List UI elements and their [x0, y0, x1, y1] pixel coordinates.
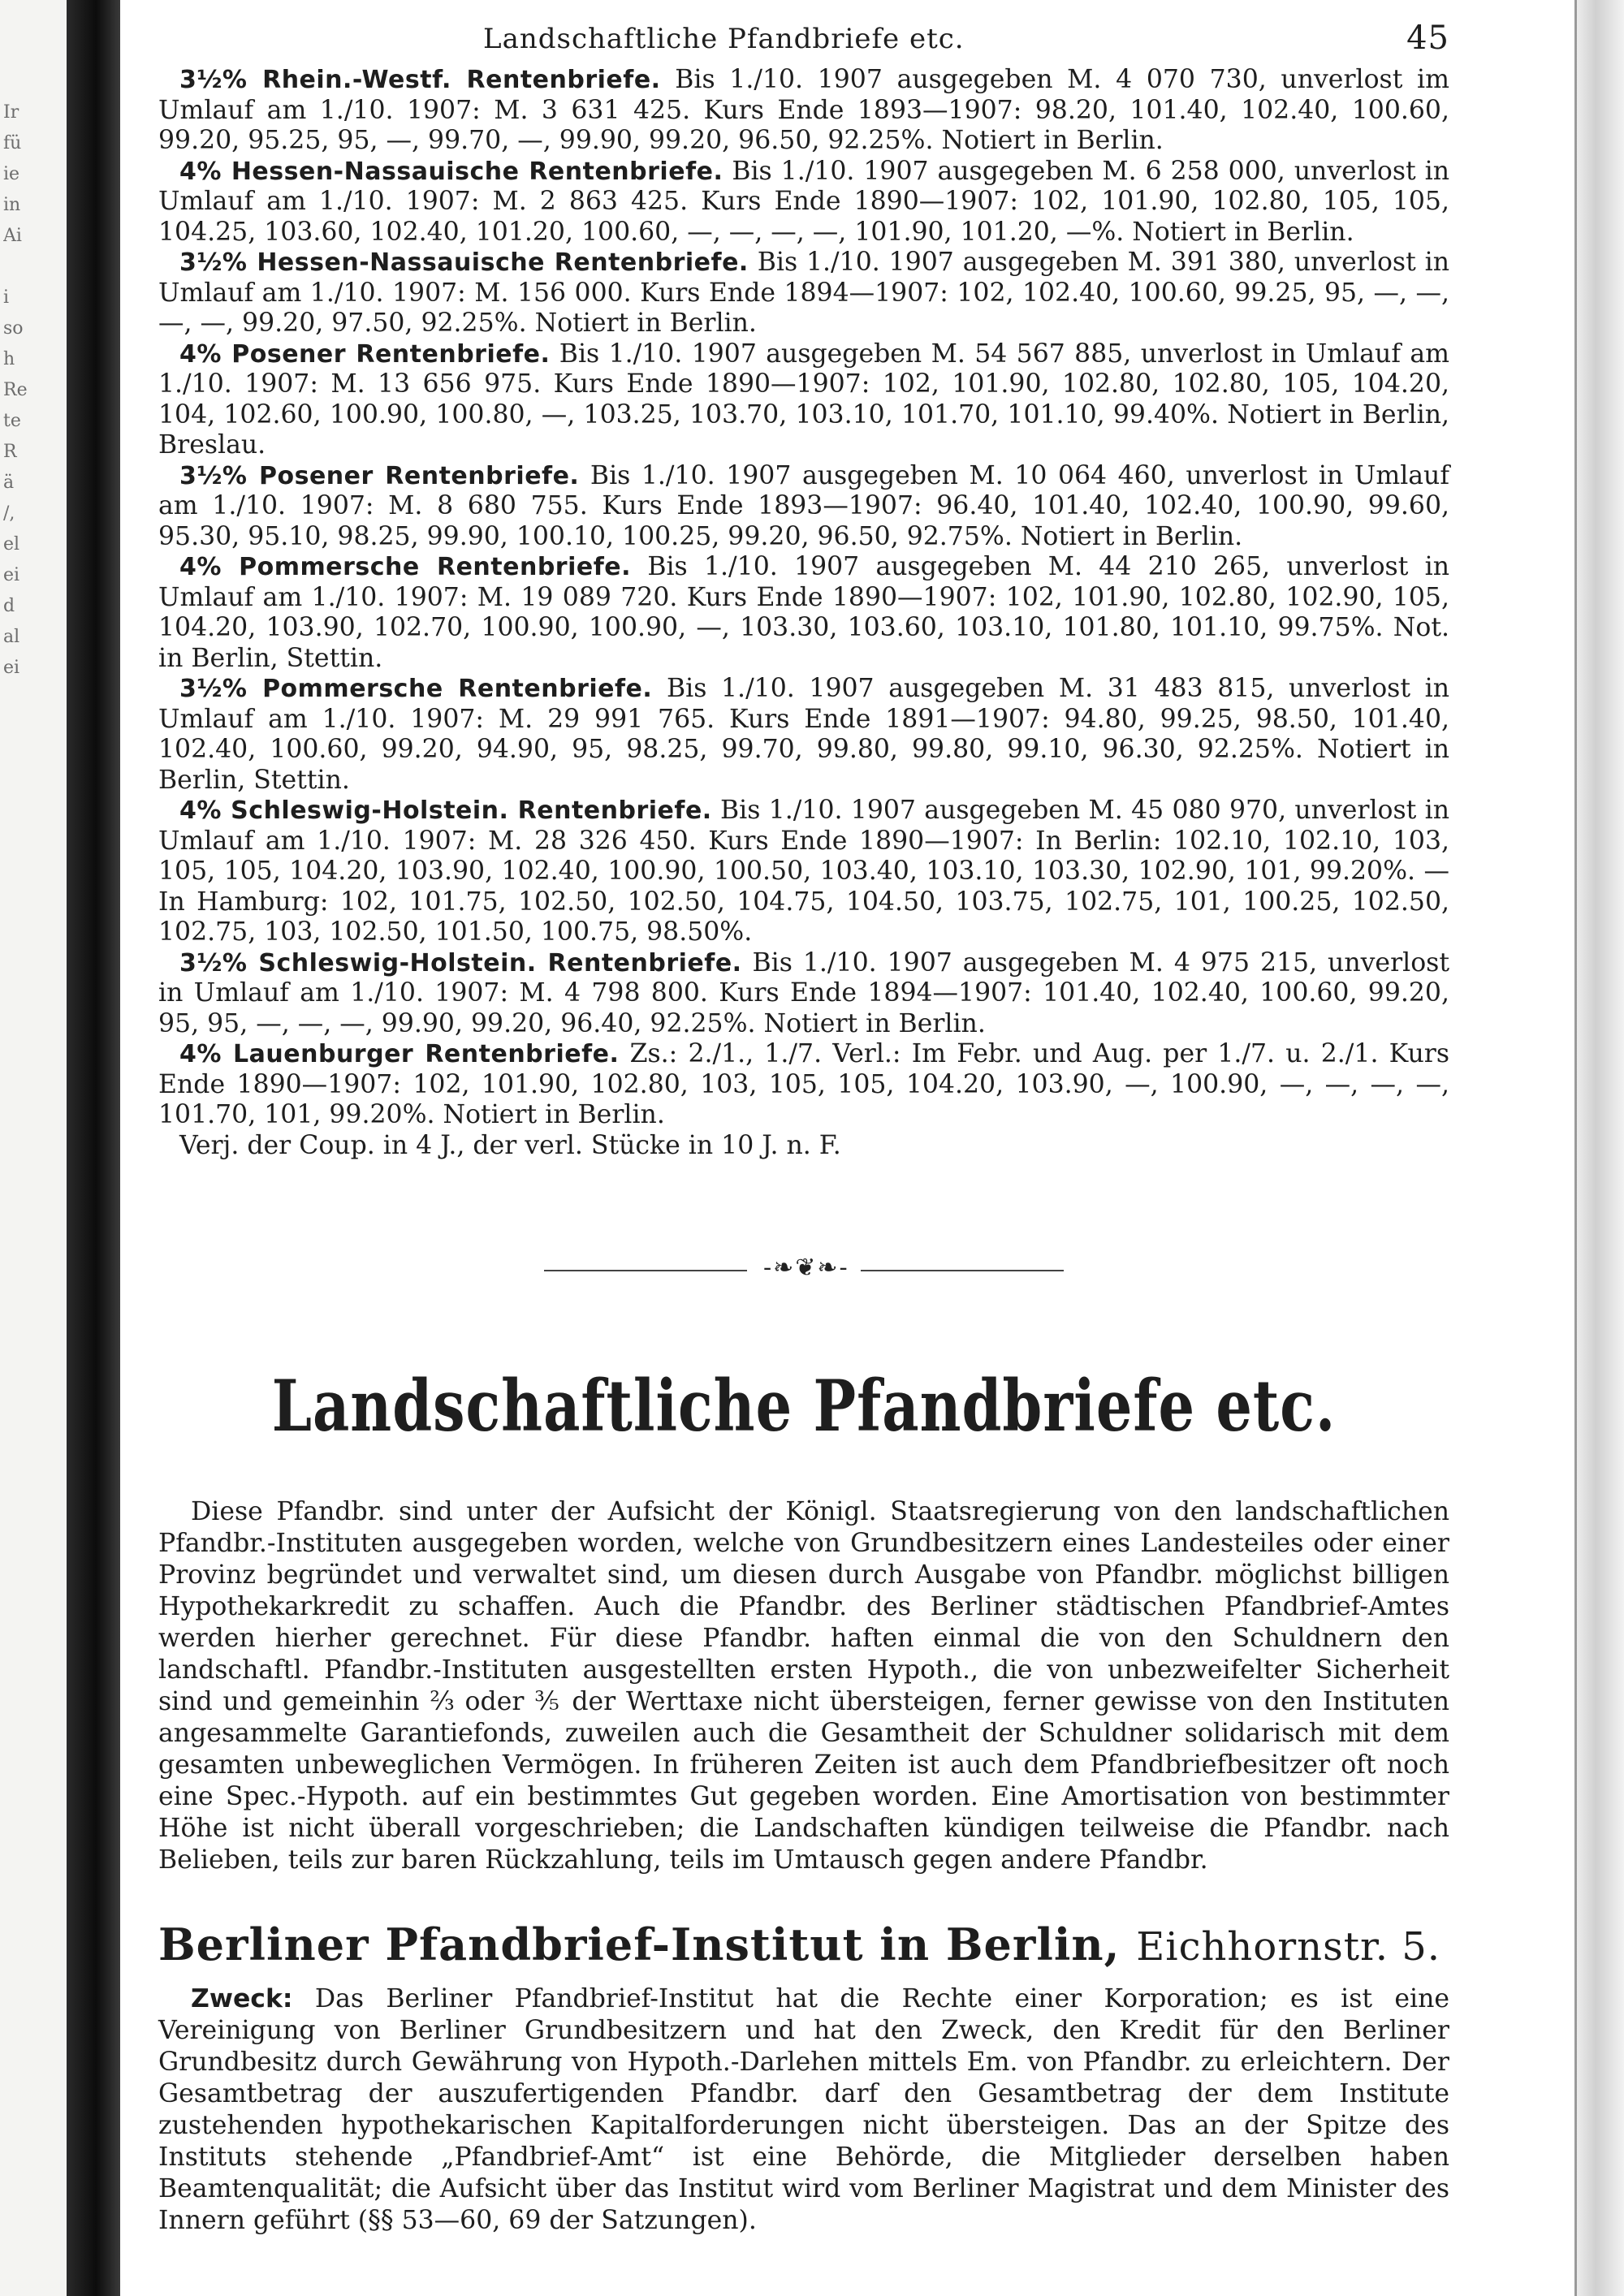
- entry-label: 4% Posener Rentenbriefe.: [179, 339, 551, 369]
- institute-address: Eichhornstr. 5.: [1136, 1924, 1440, 1970]
- section-divider: [544, 1254, 1064, 1283]
- divider-line-right: [861, 1270, 1064, 1271]
- section-heading: Landschaftliche Pfandbriefe etc.: [271, 1363, 1337, 1448]
- list-item: [158, 339, 1449, 461]
- list-item: [158, 248, 1449, 339]
- list-item: [158, 674, 1449, 796]
- running-head-title: Landschaftliche Pfandbriefe etc.: [483, 23, 965, 55]
- purpose-paragraph: [158, 1983, 1449, 2237]
- page-edge: [1574, 0, 1624, 2296]
- entry-text: Bis 1./10. 1907 ausgegeben M. 45 080 970, unverlost in Umlauf am 1./10. 1907: M. 28 326 450. Kurs Ende 1890—1907: In Berlin: 102.10, 102.10, 103, 105, 105, 104.20, 103.90, 102.40, 100.90, 100.50, 103.40, 103.10, 103.30, 102.90, 101, 99.20%. — In Hamburg: 102, 101.75, 102.50, 102.50, 104.75, 104.50, 103.75, 102.75, 101, 100.25, 102.50, 102.75, 103, 102.50, 101.50, 100.75, 98.50%.: [158, 796, 1450, 947]
- entry-text: Bis 1./10. 1907 ausgegeben M. 4 975 215, unverlost in Umlauf am 1./10. 1907: M. 4 798 800. Kurs Ende 1894—1907: 101.40, 102.40, 100.60, 99.20, 95, 95, —, —, —, 99.90, 99.20, 96.40, 92.25%. Notiert in Berlin.: [158, 947, 1449, 1038]
- book-spine-shadow: [67, 0, 120, 2296]
- entry-text: Bis 1./10. 1907 ausgegeben M. 391 380, unverlost in Umlauf am 1./10. 1907: M. 156 000. Kurs Ende 1894—1907: 102, 102.40, 100.60, 99.25, 95, —, —, —, —, 99.20, 97.50, 92.25%. Notiert in Berlin.: [158, 248, 1449, 338]
- facing-page-text: Ir fü ie in Ai i so h Re te R ä /, el ei d al ei: [3, 102, 28, 678]
- facing-page-fragment: [0, 0, 68, 2296]
- entry-label: 4% Schleswig-Holstein. Rentenbriefe.: [179, 796, 712, 825]
- entry-label: 3½% Hessen-Nassauische Rentenbriefe.: [179, 248, 749, 277]
- entry-label: 3½% Rhein.-Westf. Rentenbriefe.: [179, 66, 661, 94]
- entry-label: 3½% Posener Rentenbriefe.: [179, 461, 580, 490]
- rentenbriefe-list: [158, 65, 1449, 1161]
- entry-text: Bis 1./10. 1907 ausgegeben M. 31 483 815, unverlost in Umlauf am 1./10. 1907: M. 29 991 765. Kurs Ende 1891—1907: 94.80, 99.25, 98.50, 101.40, 102.40, 100.60, 99.20, 94.90, 95, 98.25, 99.70, 99.80, 99.80, 99.10, 96.30, 92.25%. Notiert in Berlin, Stettin.: [158, 674, 1449, 795]
- entry-text: Bis 1./10. 1907 ausgegeben M. 6 258 000, unverlost in Umlauf am 1./10. 1907: M. 2 863 425. Kurs Ende 1890—1907: 102, 101.90, 102.80, 105, 105, 104.25, 103.60, 102.40, 101.20, 100.60, —, —, —, —, 101.90, 101.20, —%. Notiert in Berlin.: [158, 156, 1449, 247]
- entry-text: Zs.: 2./1., 1./7. Verl.: Im Febr. und Aug. per 1./7. u. 2./1. Kurs Ende 1890—1907: 102, 101.90, 102.80, 103, 105, 105, 104.20, 103.90, —, 100.90, —, —, —, —, 101.70, 101, 99.20%. Notiert in Berlin.: [158, 1039, 1450, 1129]
- entry-text: Bis 1./10. 1907 ausgegeben M. 4 070 730, unverlost im Umlauf am 1./10. 1907: M. 3 631 425. Kurs Ende 1893—1907: 98.20, 101.40, 102.40, 100.60, 99.20, 95.25, 95, —, 99.70, —, 99.90, 99.20, 96.50, 92.25%. Notiert in Berlin.: [158, 65, 1449, 155]
- list-item: [158, 157, 1449, 248]
- institute-name: Berliner Pfandbrief-Institut in Berlin,: [158, 1918, 1121, 1970]
- intro-paragraph: Diese Pfandbr. sind unter der Aufsicht der Königl. Staatsregierung von den landschaftlichen Pfandbr.-Instituten ausgegeben worden, welche von Grundbesitzern eines Landesteiles oder einer Provinz begründet und verwaltet sind, um diesen durch Ausgabe von Pfandbr. möglichst billigen Hypothekarkredit zu schaffen. Auch die Pfandbr. des Berliner städtischen Pfandbrief-Amtes werden hierher gerechnet. Für diese Pfandbr. haften einmal die von den Schuldnern den landschaftl. Pfandbr.-Instituten ausgestellten ersten Hypoth., die von unbezweifelter Sicherheit sind und gemeinhin ⅔ oder ⅗ der Werttaxe nicht übersteigen, ferner gewisse von den Instituten angesammelte Garantiefonds, zuweilen auch die Gesamtheit der Schuldner solidarisch mit dem gesamten unbeweglichen Vermögen. In früheren Zeiten ist auch dem Pfandbriefbesitzer oft noch eine Spec.-Hypoth. auf ein bestimmtes Gut gegeben worden. Eine Amortisation von bestimmter Höhe ist nicht überall vorgeschrieben; die Landschaften kündigen teilweise die Pfandbr. nach Belieben, teils zur baren Rückzahlung, teils im Umtausch gegen andere Pfandbr.: [158, 1497, 1449, 1875]
- page-number: 45: [1406, 19, 1449, 57]
- ornament-icon: -❧❦❧-: [763, 1254, 849, 1282]
- entry-label: 4% Hessen-Nassauische Rentenbriefe.: [179, 157, 723, 186]
- book-page: [158, 16, 1449, 2273]
- entry-label: 4% Lauenburger Rentenbriefe.: [179, 1040, 620, 1068]
- purpose-text: Das Berliner Pfandbrief-Institut hat die Rechte einer Korporation; es ist eine Vereinigung von Berliner Grundbesitzern und hat den Zweck, den Kredit für den Berliner Grundbesitz durch Gewährung von Hypoth.-Darlehen mittels Em. von Pfandbr. zu erleichtern. Der Gesamtbetrag der auszufertigenden Pfandbr. darf den Gesamtbetrag der dem Institute zustehenden hypothekarischen Kapitalforderungen nicht übersteigen. Das an der Spitze des Instituts stehende „Pfandbrief-Amt“ ist eine Behörde, die Mitglieder derselben haben Beamtenqualität; die Aufsicht über das Institut wird vom Berliner Magistrat und dem Minister des Innern geführt (§§ 53—60, 69 der Satzungen).: [158, 1984, 1449, 2235]
- institute-heading: [158, 1918, 1449, 1970]
- list-item: [158, 461, 1449, 553]
- divider-line-left: [544, 1270, 747, 1271]
- list-item: [158, 552, 1449, 674]
- list-item: [158, 65, 1449, 157]
- list-item: [158, 1039, 1449, 1131]
- purpose-label: Zweck:: [191, 1984, 293, 2013]
- running-head: [158, 16, 1449, 65]
- list-item: [158, 948, 1449, 1040]
- closing-note: Verj. der Coup. in 4 J., der verl. Stücke in 10 J. n. F.: [179, 1130, 841, 1160]
- list-item: [158, 796, 1449, 948]
- entry-text: Bis 1./10. 1907 ausgegeben M. 54 567 885, unverlost in Umlauf am 1./10. 1907: M. 13 656 975. Kurs Ende 1890—1907: 102, 101.90, 102.80, 102.80, 105, 104.20, 104, 102.60, 100.90, 100.80, —, 103.25, 103.70, 103.10, 101.70, 101.10, 99.40%. Notiert in Berlin, Breslau.: [158, 339, 1450, 460]
- entry-text: Bis 1./10. 1907 ausgegeben M. 44 210 265, unverlost in Umlauf am 1./10. 1907: M. 19 089 720. Kurs Ende 1890—1907: 102, 101.90, 102.80, 102.90, 105, 104.20, 103.90, 102.70, 100.90, 100.90, —, 103.30, 103.60, 103.10, 101.80, 101.10, 99.75%. Not. in Berlin, Stettin.: [158, 552, 1450, 673]
- entry-label: 3½% Pommersche Rentenbriefe.: [179, 675, 653, 703]
- entry-text: Bis 1./10. 1907 ausgegeben M. 10 064 460, unverlost in Umlauf am 1./10. 1907: M. 8 680 755. Kurs Ende 1893—1907: 96.40, 101.40, 102.40, 100.90, 99.60, 95.30, 95.10, 98.25, 99.90, 100.10, 100.25, 99.20, 96.50, 92.75%. Notiert in Berlin.: [158, 460, 1449, 551]
- entry-label: 3½% Schleswig-Holstein. Rentenbriefe.: [179, 948, 742, 978]
- entry-label: 4% Pommersche Rentenbriefe.: [179, 553, 632, 581]
